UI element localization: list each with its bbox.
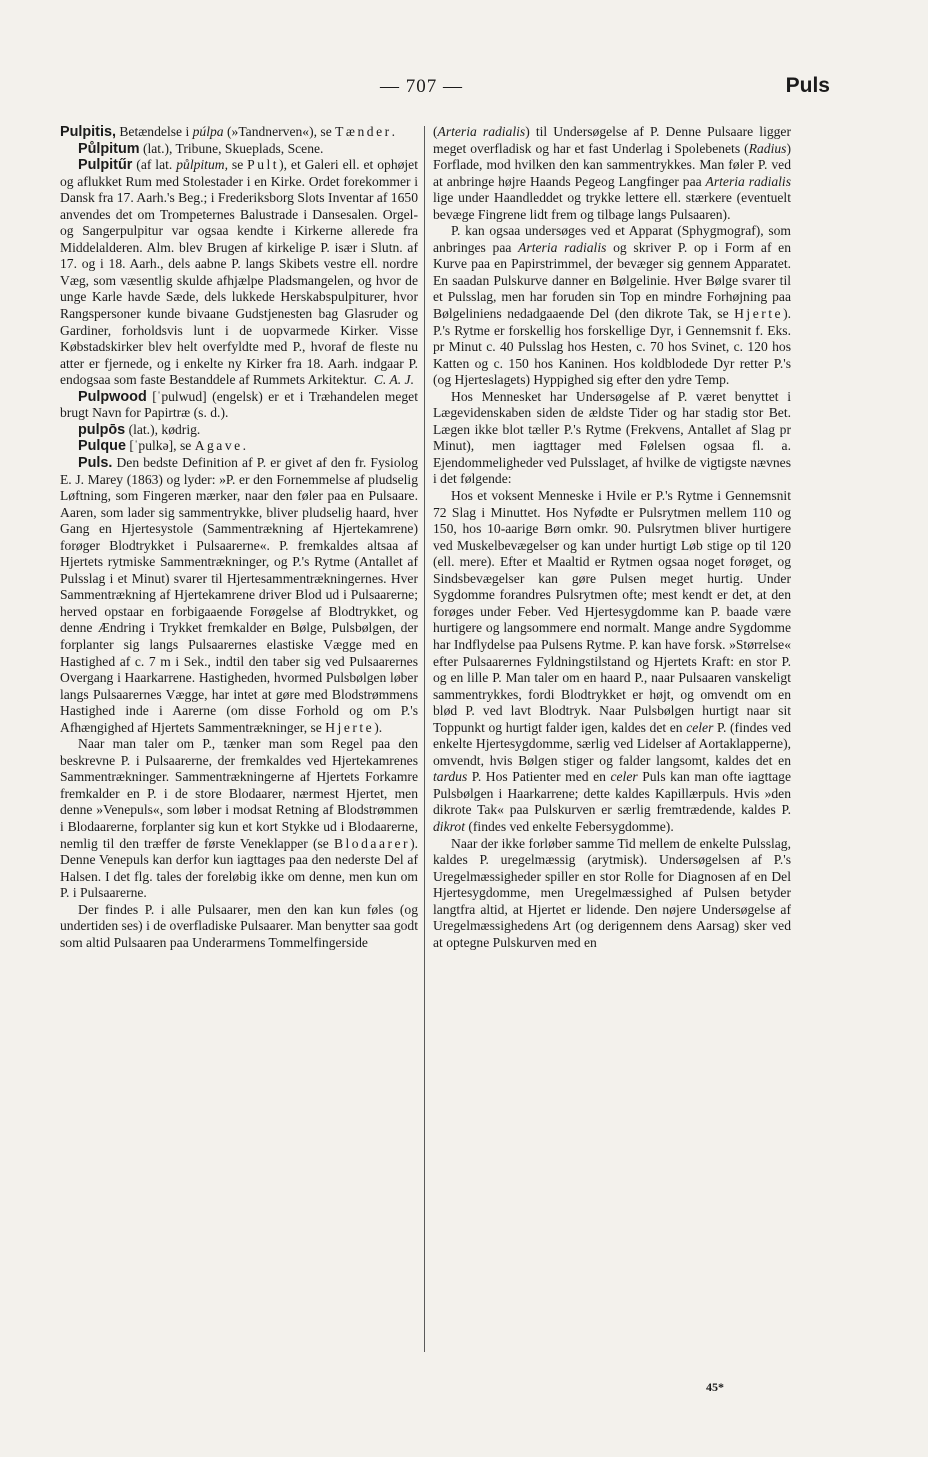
headword: Pulpwood (78, 388, 147, 405)
italic-term: tardus (433, 769, 468, 785)
right-column (433, 124, 791, 951)
paragraph: Der findes P. i alle Pulsaarer, men den kan kun føles (og undertiden ses) i de overfladiske Pulsaarer. Man benytter saa godt som altid Pulsaaren paa Underarmens Tommelfingerside (60, 901, 418, 950)
paragraph-text: P. Hos Patienter med en (467, 769, 611, 785)
paragraph-text: Puls kan man ofte iagttage Pulsbølgen i Haarkarrene; dette kaldes Kapillærpuls. Hvis »den dikrote Tak« paa Pulskurven er særlig fremtrædende, kaldes P. (433, 769, 792, 818)
paragraph-text: ). Denne Venepuls kan derfor kun iagttages paa den nederste Del af Halsen. I det flg. tales der foreløbig ikke om denne, men kun om P. i Pulsaarerne. (60, 835, 418, 901)
headword: Pulque (78, 438, 126, 455)
author-signature: C. A. J. (373, 372, 414, 388)
paragraph-text: ) til Undersøgelse af P. Denne Pulsaare ligger meget overfladisk og har et fast Underlag i Spolebenets ( (433, 124, 791, 156)
cross-reference: Tænder (335, 124, 392, 139)
paragraph-text: Hos et voksent Menneske i Hvile er P.'s Rytme i Gennemsnit 72 Slag i Minuttet. Hos Nyfødte er Pulsrytmen mellem 110 og 150, hos 10-aarige Børn omkr. 90. Pulsrytmen bliver hurtigere ved Muskelbevægelser og kan under hurtigt Løb stige op til 120 (ell. mere). Efter et Maaltid er Rytmen ogsaa noget forøget, og Sindsbevægelser kan gøre Pulsen meget hurtig. Under Sygdomme forandres Pulsrytmen ofte; mest kendt er det, at den forøges under Feber. Ved Hjertesygdomme kan P. baade være hurtigere og langsommere end normalt. Mange andre Sygdomme har Indflydelse paa Pulsens Rytme. P. kan have forsk. »Størrelse« efter Pulsaarernes Fyldningstilstand og Hjertets Kraft: en stor P. og en lille P. Man taler om en haard P., naar Pulsaaren vanskeligt sammentrykkes, fordi Blodtrykket er højt, og omvendt om en blød P. ved lavt Blodtryk. Naar Pulsbølgen hurtigt naar sit Toppunkt og hurtigt falder igen, kaldes det en (433, 488, 791, 735)
italic-term: celer (686, 719, 714, 735)
italic-term: púlpa (192, 124, 224, 139)
entry-text: Den bedste Definition af P. er givet af den fr. Fysiolog E. J. Marey (1863) og lyder: »P. er den Fornemmelse af pludselig Løftning, som Fingeren mærker, naar den føler paa en Pulsaare. Aaren, som lader sig sammentrykke, bliver pludselig haard, hver Gang en Hjertesystole (Sammentrækning af Hjertekamrene) forøger Blodtrykket i Pulsaarerne«. P. fremkaldes altsaa af Hjertets rytmiske Sammentrækninger, og P.'s Rytme (Antallet af Pulsslag i et Minut) svarer til Hjertesammentrækningernes. Hver Sammentrækning af Hjertekamrene driver Blod ud i Pulsaarerne; herved opstaar en forbigaaende Forøgelse af Blodtrykket, og denne Ændring i Trykket fremkalder en Bølge, Pulsbølgen, der forplanter sig langs Pulsaarernes elastiske Vægge med en Hastighed af c. 7 m i Sek., indtil den taber sig ved Pulsaarernes Overgang i Haarkarrene. Hastigheden, hvormed Pulsbølgen løber langs Pulsaarernes Vægge, har intet at gøre med Blodstrømmens Hastighed inde i Aarerne (om disse Forhold og om P.'s Afhængighed af Hjertets Sammentrækninger, se (60, 454, 418, 735)
paragraph-text: lige under Haandleddet og trykke lettere ell. stærkere (eventuelt bevæge Fingrene lidt frem og tilbage langs Pulsaaren). (433, 190, 791, 222)
entry-text: (»Tandnerven«), se (223, 124, 336, 139)
paragraph-text: Naar man taler om P., tænker man som Regel paa den beskrevne P. i Pulsaarerne, der fremkaldes ved Hjertekamrenes Sammentrækninger. Sammentrækningerne af Hjertets Forkamre fremkalder en P. i de store Blodaarer, nærmest Hjertet, men denne »Venepuls«, som løber i modsat Retning af Blodstrømmen i Blodaarerne, forplanter sig kun et kort Stykke ud i Blodaarerne, nemlig til den træffer de første Veneklapper (se (60, 736, 418, 851)
headword: Pulpitis, (60, 124, 116, 140)
italic-term: Arteria radialis (705, 173, 792, 189)
entry-puls (60, 455, 418, 736)
entry-text: [ˈpulwud] (engelsk) er et i Træhandelen meget brugt Navn for Papirtræ (s. d.). (60, 388, 418, 421)
paragraph (433, 488, 791, 835)
italic-term: dikrot (433, 818, 465, 834)
left-column (60, 124, 418, 951)
italic-term: celer (610, 769, 638, 785)
cross-reference: Pult (247, 157, 280, 173)
paragraph: Naar der ikke forløber samme Tid mellem de enkelte Pulsslag, kaldes P. uregelmæssig (arytmisk). Undersøgelsen af P.'s Uregelmæssigheder spiller en stor Rolle for Diagnosen af en Del Hjertesygdomme, men Uregelmæssighed af Pulsen betyder langtfra altid, at Hjertet er lidende. Den nøjere Undersøgelse af Uregelmæssighedens Art (og derigennem dens Aarsag) sker ved at optegne Pulskurven med en (433, 835, 791, 950)
running-head: Puls (785, 74, 830, 97)
entry-text: (af lat. (132, 157, 177, 173)
paragraph (60, 736, 418, 901)
printer-signature-mark: 45* (706, 1380, 724, 1394)
entry-pulpos (60, 422, 418, 439)
page-header (60, 74, 830, 106)
paragraph-text: og skriver P. op i Form af en Kurve paa en Papirstrimmel, der bevæger sig gennem Apparatet. En saadan Pulskurve danner en Bølgelinie. Hver Bølge svarer til et Pulsslag, men har foruden sin Top en mindre Forhøjning paa Bølgeliniens nedadgaaende Del (den dikrote Tak, se (433, 239, 792, 322)
headword: Půlpitum (78, 140, 140, 157)
italic-term: půlpitum, (176, 157, 228, 173)
entry-text: . (391, 124, 396, 139)
page-number: — 707 — (380, 76, 463, 97)
paragraph-text: ( (433, 124, 438, 139)
paragraph-text: ). P.'s Rytme er forskellig hos forskellige Dyr, i Gennemsnit f. Eks. pr Minut c. 40 Pulsslag hos Hesten, c. 70 hos Svinet, c. 120 hos Katten og c. 150 hos Kaninen. Hos koldblodede Dyr retter P.'s (og Hjerteslagets) Hyppighed sig efter den ydre Temp. (433, 306, 791, 388)
paragraph-text: P. (findes ved enkelte Hjertesygdomme, særlig ved Lidelser af Aortaklapperne), omvendt, hvis Bølgen stiger og falder langsomt, kaldes det en (433, 719, 791, 768)
italic-term: Radius (748, 140, 787, 156)
cross-reference: Hjerte (325, 719, 375, 735)
entry-text: ). (374, 719, 383, 735)
column-divider (424, 126, 425, 1352)
paragraph (433, 124, 791, 223)
paragraph-text: (findes ved enkelte Febersygdomme). (464, 818, 674, 834)
cross-reference: Hjerte (734, 306, 784, 322)
entry-text: . (242, 438, 247, 454)
paragraph: Hos Mennesket har Undersøgelse af P. været benyttet i Lægevidenskaben siden de ældste Tider og har stadig stor Bet. Lægen ikke blot tæller P.'s Rytme (Frekvens, Antallet af Slag pr Minut), men iagttager med Følelsen ogsaa fl. a. Ejendommeligheder ved Pulsslaget, af hvilke de vigtigste nævnes i det følgende: (433, 388, 791, 487)
headword: Puls. (78, 454, 113, 471)
entry-text: (lat.), Tribune, Skueplads, Scene. (139, 140, 324, 156)
entry-text: (lat.), kødrig. (125, 421, 201, 437)
italic-term: Arteria radialis (437, 124, 526, 139)
entry-pulpitis (60, 124, 418, 141)
entry-pulpitum (60, 141, 418, 158)
entry-text: [ˈpulkə], se (125, 438, 195, 454)
headword: Pulpitűr (78, 157, 133, 174)
paragraph-text: ) Forflade, mod hvilken den kan sammentrykkes. Man føler P. ved at anbringe højre Haands Pegeog Langfinger paa (433, 140, 791, 189)
cross-reference: Agave (194, 438, 243, 454)
paragraph (433, 223, 791, 388)
cross-reference: Blodaarer (333, 835, 411, 851)
entry-text: Betændelse i (115, 124, 193, 139)
entry-text: se (227, 157, 248, 173)
italic-term: Arteria radialis (518, 239, 607, 255)
entry-pulpwood (60, 389, 418, 422)
entry-pulpitur (60, 157, 418, 389)
entry-pulque (60, 438, 418, 455)
headword: pulpōs (78, 421, 126, 438)
entry-text: ), et Galeri ell. et ophøjet og aflukket Rum med Stolestader i en Kirke. Ordet forekommer i Dansk fra 17. Aarh.'s Beg.; i Frederiksborg Slots Inventar af 1650 anvendes det om Trompeternes Balustrade i Dansesalen. Orgel- og Sangerpulpitur var ogsaa kendte i Kirkerne allerede fra Middelalderen. Alm. blev Brugen af kirkelige P. især i Slutn. af 17. og i 18. Aarh., dels aabne P. langs Skibets vestre ell. nordre Væg, som væsentlig skulde afhjælpe Pladsmangelen, og hvor de unge Karle havde Sæde, dels lukkede Herskabspulpiturer, hvor Rangspersoner kunde bivaane Gudstjenesten bag Glasruder og Gardiner, forholdsvis lunt i de uopvarmede Kirker. Visse Købstadskirker blev helt overfyldte med P., hvoraf de fleste nu atter er fjernede, og i enkelte ny Kirker fra 18. Aarh. indgaar P. endogsaa som faste Bestanddele af Rummets Arkitektur. (60, 157, 418, 388)
paragraph-text: P. kan ogsaa undersøges ved et Apparat (Sphygmograf), som anbringes paa (433, 223, 791, 255)
